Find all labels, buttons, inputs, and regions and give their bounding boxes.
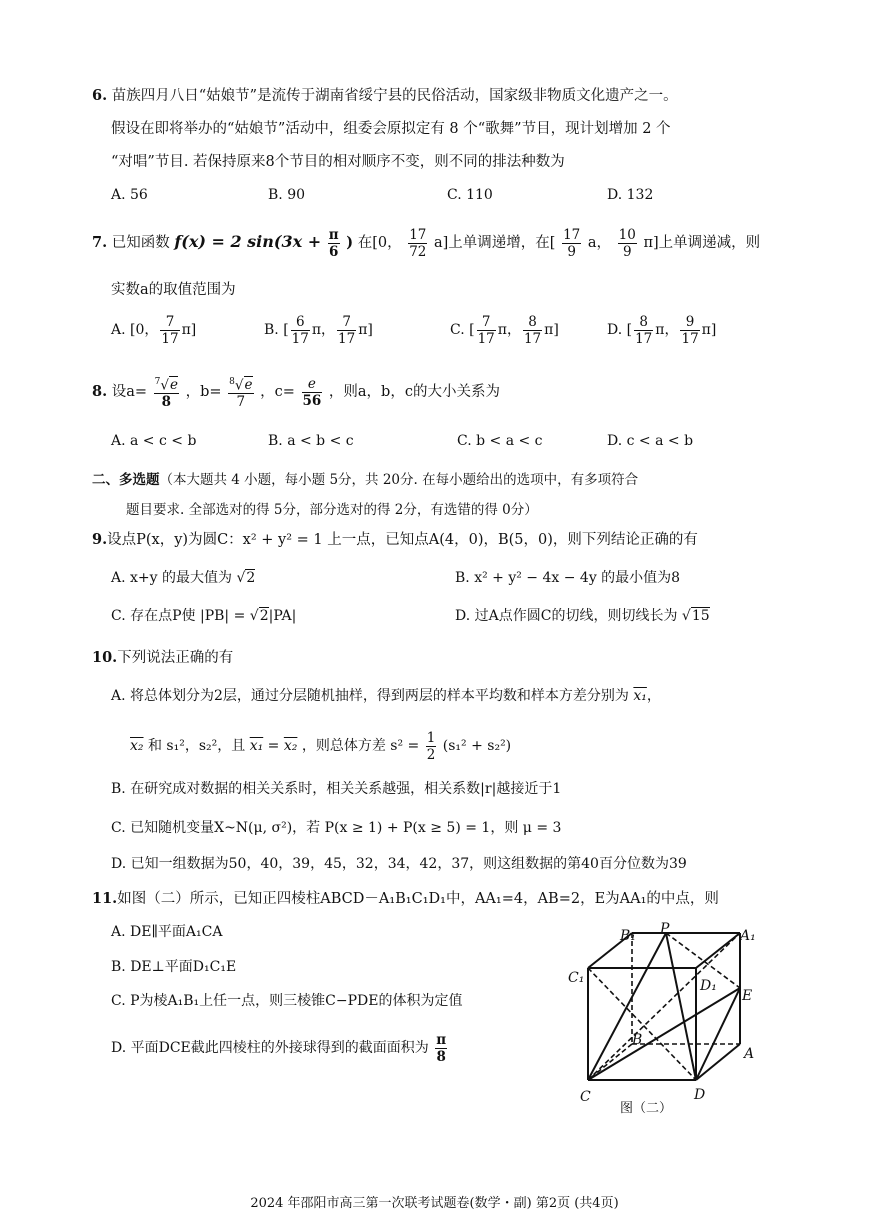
q9-text: 设点P(x，y)为圆C：x² + y² = 1 上一点，已知点A(4，0)，B(5，0)，则下列结论正确的有 <box>107 532 698 548</box>
q10-option-a-line2: x₂ 和 s₁²，s₂²，且 x₁ = x₂ ，则总体方差 s² = $\frac{1}{2}$ (s₁² + s₂²) <box>130 729 512 763</box>
prism-figure <box>560 920 780 1120</box>
q7-text-b: 在[0， <box>357 235 402 251</box>
label-p: P <box>660 921 670 937</box>
q8-number: 8. <box>92 383 108 400</box>
label-d1: D₁ <box>700 978 717 994</box>
q10-option-d: D. 已知一组数据为50，40，39，45，32，34，42，37，则这组数据的第40百分位数为39 <box>111 856 687 872</box>
q10-number: 10. <box>92 649 118 666</box>
q10-option-a-line1: A. 将总体划分为2层，通过分层随机抽样，得到两层的样本平均数和样本方差分别为 x₁， <box>111 688 661 704</box>
q11-text: 如图（二）所示，已知正四棱柱ABCD－A₁B₁C₁D₁中，AA₁=4，AB=2，E为AA₁的中点，则 <box>117 891 719 907</box>
section-2-title: 二、多选题 <box>92 472 160 488</box>
q7-text-e: π]上单调递减，则 <box>643 235 761 251</box>
q11-option-d: D. 平面DCE截此四棱柱的外接球得到的截面面积为 $\frac{\pi}{8}$ <box>111 1031 447 1065</box>
q7-number: 7. <box>92 234 108 251</box>
q7-text-a: 已知函数 <box>111 235 170 251</box>
q6-line3: “对唱”节目. 若保持原来8个节目的相对顺序不变，则不同的排法种数为 <box>111 154 565 170</box>
q9-number: 9. <box>92 531 108 548</box>
label-e: E <box>742 988 753 1004</box>
q8-text-c: ，c= <box>260 384 295 400</box>
q7-option-b: B. [ $\frac{6}{17}$ π， $\frac{7}{17}$ π] <box>264 313 373 347</box>
q8-text-pre: 设a= <box>111 384 148 400</box>
q10-line1 <box>92 648 233 668</box>
q7-line1 <box>92 222 760 263</box>
q8-c-fraction: $\frac{e}{56}$ <box>302 375 322 409</box>
q10-option-b: B. 在研究成对数据的相关关系时，相关关系越强，相关系数|r|越接近于1 <box>111 781 562 797</box>
q9-option-a: A. x+y 的最大值为 √2 <box>111 570 256 586</box>
q11-number: 11. <box>92 890 118 907</box>
section-2-desc-1: （本大题共 4 小题，每小题 5分，共 20分. 在每小题给出的选项中，有多项符合 <box>159 472 639 488</box>
q6-line2: 假设在即将举办的“姑娘节”活动中，组委会原拟定有 8 个“歌舞”节目，现计划增加 2 个 <box>111 121 671 137</box>
q8-text-post: ，则a，b，c的大小关系为 <box>328 384 500 400</box>
q7-line2: 实数a的取值范围为 <box>111 282 236 298</box>
q6-text-1: 苗族四月八日“姑娘节”是流传于湖南省绥宁县的民俗活动，国家级非物质文化遗产之一。 <box>111 88 678 104</box>
q7-close-paren: ) <box>346 234 354 251</box>
q7-text-d: a， <box>587 235 612 251</box>
section-2-heading <box>92 470 638 490</box>
q8-option-c: C. b < a < c <box>457 433 543 449</box>
label-d: D <box>694 1087 706 1103</box>
q7-option-d: D. [ $\frac{8}{17}$ π， $\frac{9}{17}$ π] <box>607 313 717 347</box>
label-c1: C₁ <box>568 970 585 986</box>
q8-line1 <box>92 370 500 414</box>
label-a1: A₁ <box>740 928 756 944</box>
q11-line1 <box>92 889 719 909</box>
q6-number: 6. <box>92 87 108 104</box>
q7-fraction-17-9: $\frac{17}{9}$ <box>563 226 581 260</box>
q6-option-d: D. 132 <box>607 187 654 203</box>
q10-text: 下列说法正确的有 <box>117 650 234 666</box>
q7-option-c: C. [ $\frac{7}{17}$ π， $\frac{8}{17}$ π] <box>450 313 559 347</box>
q7-text-c: a]上单调递增，在[ <box>434 235 556 251</box>
q7-fraction-17-72: $\frac{17}{72}$ <box>409 226 427 260</box>
q9-option-b: B. x² + y² − 4x − 4y 的最小值为8 <box>455 570 681 586</box>
q7-option-a: A. [0， $\frac{7}{17}$ π] <box>111 313 197 347</box>
q6-option-a: A. 56 <box>111 187 148 203</box>
q8-text-b: ，b= <box>185 384 222 400</box>
q11-option-a: A. DE∥平面A₁CA <box>111 924 223 940</box>
label-b1: B₁ <box>620 928 636 944</box>
q11-option-c: C. P为棱A₁B₁上任一点，则三棱锥C−PDE的体积为定值 <box>111 993 463 1009</box>
q6-option-c: C. 110 <box>447 187 493 203</box>
q9-option-d: D. 过A点作圆C的切线，则切线长为 √15 <box>455 608 710 624</box>
q8-a-fraction: $\frac{^7√e}{8}$ <box>154 374 179 411</box>
q11-option-b: B. DE⊥平面D₁C₁E <box>111 959 237 975</box>
prism-hidden-edges <box>588 933 740 1080</box>
q8-b-fraction: $\frac{^8√e}{7}$ <box>228 374 253 411</box>
page-footer: 2024 年邵阳市高三第一次联考试题卷(数学・副) 第2页 (共4页) <box>250 1196 619 1211</box>
q10-option-c: C. 已知随机变量X~N(μ, σ²)，若 P(x ≥ 1) + P(x ≥ 5) = 1，则 μ = 3 <box>111 820 562 836</box>
q9-option-c: C. 存在点P使 |PB| = √2|PA| <box>111 608 297 624</box>
q6-option-b: B. 90 <box>268 187 306 203</box>
section-2-desc-2: 题目要求. 全部选对的得 5分，部分选对的得 2分，有选错的得 0分） <box>126 502 538 518</box>
q7-function: f(x) = 2 sin(3x + <box>174 232 322 251</box>
label-a: A <box>744 1046 755 1062</box>
q9-line1 <box>92 530 698 550</box>
q7-fraction-10-9: $\frac{10}{9}$ <box>618 226 636 260</box>
figure-caption: 图（二） <box>620 1101 673 1116</box>
q8-option-b: B. a < b < c <box>268 433 354 449</box>
label-c: C <box>580 1089 591 1105</box>
label-b: B <box>632 1032 643 1048</box>
q8-option-d: D. c < a < b <box>607 433 694 449</box>
q8-option-a: A. a < c < b <box>111 433 197 449</box>
q7-fraction-pi-6: $\frac{\pi}{6}$ <box>328 226 339 260</box>
q6-line1 <box>92 86 678 106</box>
